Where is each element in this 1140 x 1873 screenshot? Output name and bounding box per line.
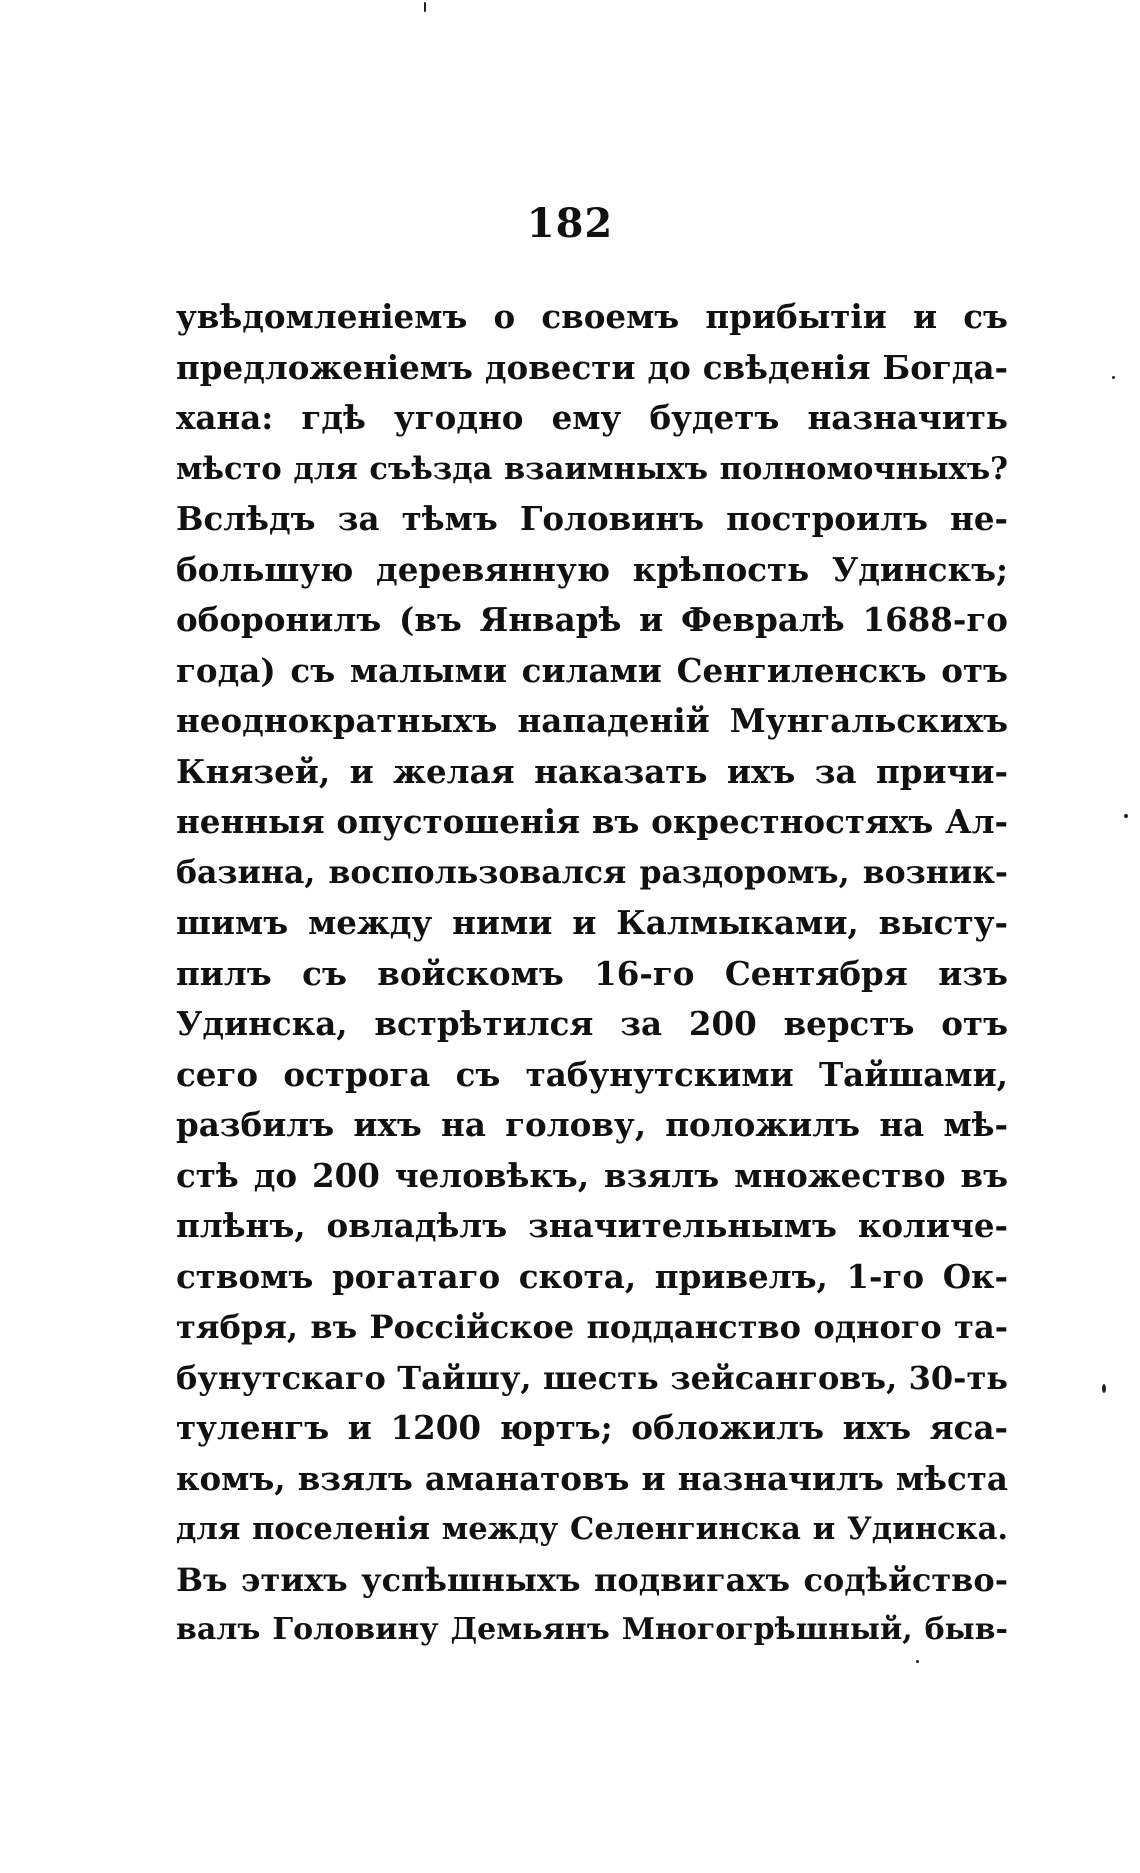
scan-speck — [1124, 814, 1128, 818]
text-line: Удинска, встрѣтился за 200 верстъ отъ — [176, 1004, 1008, 1043]
scan-speck — [916, 1660, 919, 1663]
text-line: шимъ между ними и Калмыками, высту- — [176, 903, 1008, 942]
text-line: плѣнъ, овладѣлъ значительнымъ количе- — [176, 1206, 1008, 1245]
text-line: увѣдомленіемъ о своемъ прибытіи и съ — [176, 297, 1008, 336]
text-line: большую деревянную крѣпость Удинскъ; — [176, 549, 1008, 589]
text-line: хана: гдѣ угодно ему будетъ назначить — [176, 398, 1008, 437]
text-line: для поселенія между Селенгинска и Удинска. — [176, 1511, 1008, 1547]
text-line: базина, воспользовался раздоромъ, возник- — [176, 853, 1008, 891]
text-line: стѣ до 200 человѣкъ, взялъ множество въ — [176, 1155, 1008, 1195]
text-line: сего острога съ табунутскими Тайшами, — [176, 1054, 1008, 1094]
text-line: бунутскаго Тайшу, шесть зейсанговъ, 30-ть — [176, 1358, 1008, 1397]
text-line: ненныя опустошенія въ окрестностяхъ Ал- — [176, 802, 1008, 841]
text-line: предложеніемъ довести до свѣденія Богда- — [176, 347, 1008, 387]
scan-speck — [424, 2, 426, 12]
text-line: валъ Головину Демьянъ Многогрѣшный, быв- — [176, 1612, 1008, 1647]
text-line: Въ этихъ успѣшныхъ подвигахъ содѣйство- — [176, 1560, 1008, 1599]
text-line: неоднократныхъ нападеній Мунгальскихъ — [176, 701, 1008, 740]
text-line: пилъ съ войскомъ 16-го Сентября изъ — [176, 953, 1008, 993]
text-line: Князей, и желая наказать ихъ за причи- — [176, 751, 1008, 791]
page-number: 182 — [526, 200, 614, 247]
body-text — [176, 292, 1008, 1656]
scan-speck — [1112, 376, 1115, 379]
text-line: года) съ малыми силами Сенгиленскъ отъ — [176, 650, 1008, 690]
text-line: комъ, взялъ аманатовъ и назначилъ мѣста — [176, 1458, 1008, 1498]
text-line: ствомъ рогатаго скота, привелъ, 1-го Ок- — [176, 1256, 1008, 1296]
text-line: мѣсто для съѣзда взаимныхъ полномочныхъ? — [176, 450, 1008, 487]
text-line: оборонилъ (въ Январѣ и Февралѣ 1688-го — [176, 600, 1008, 639]
text-line: тября, въ Россійское подданство одного та- — [176, 1308, 1008, 1346]
text-line: разбилъ ихъ на голову, положилъ на мѣ- — [176, 1105, 1008, 1144]
text-line: туленгъ и 1200 юртъ; обложилъ ихъ яса- — [176, 1408, 1008, 1447]
scan-speck — [1102, 1384, 1106, 1393]
text-line: Вслѣдъ за тѣмъ Головинъ построилъ не- — [176, 499, 1008, 538]
